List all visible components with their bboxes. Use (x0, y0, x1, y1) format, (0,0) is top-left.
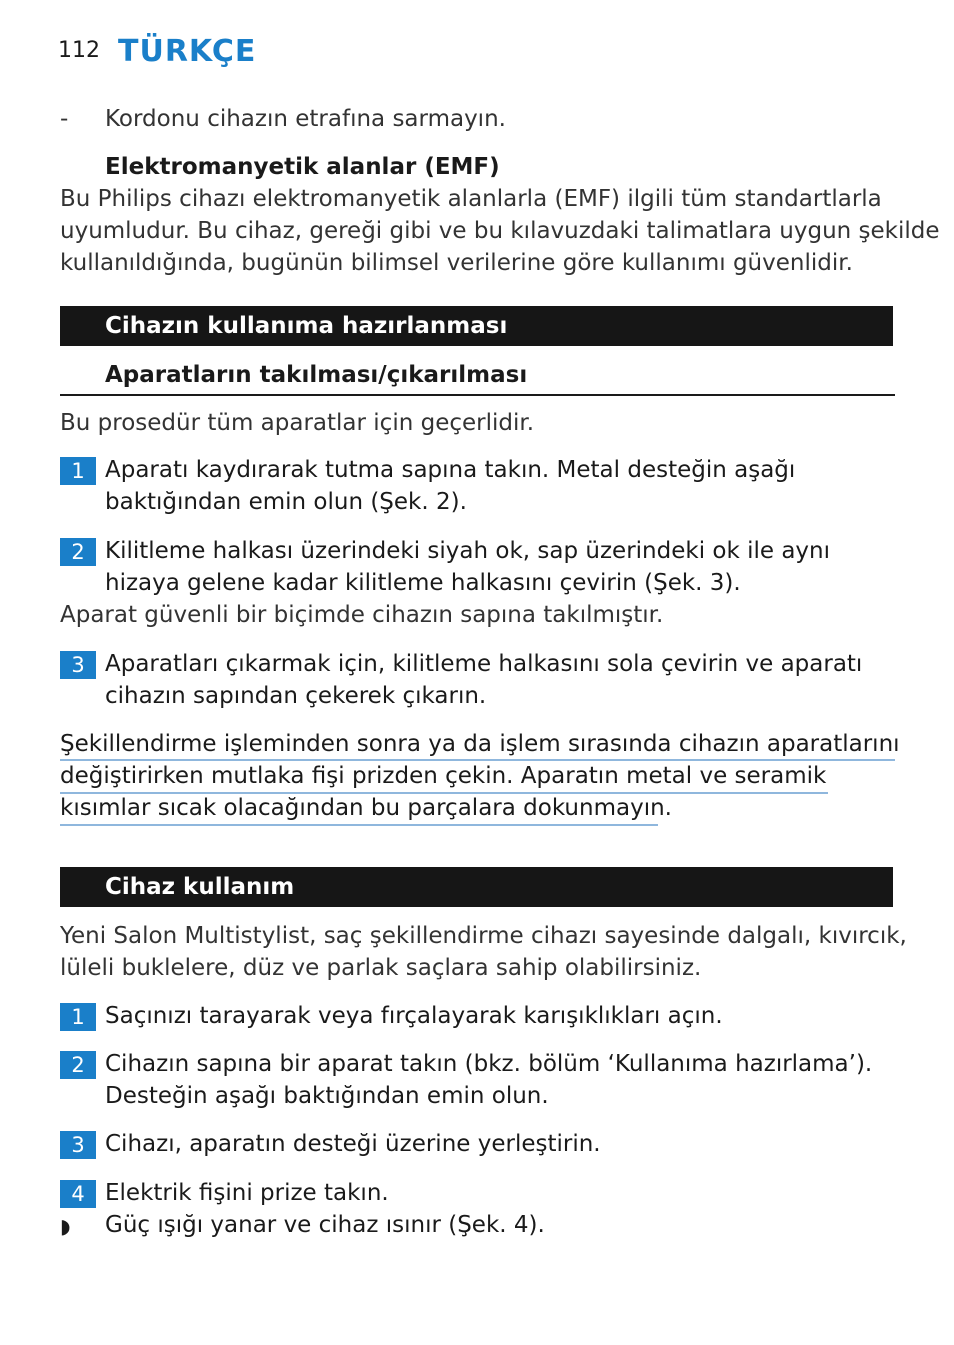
step-text: hizaya gelene kadar kilitleme halkasını çevirin (Şek. 3). (105, 570, 741, 596)
step-number-badge: 2 (60, 1051, 96, 1079)
subheading: Aparatların takılması/çıkarılması (105, 362, 528, 388)
step-result-text: Güç ışığı yanar ve cihaz ısınır (Şek. 4). (105, 1212, 545, 1238)
subheading-rule (60, 394, 895, 396)
step-text: Aparatı kaydırarak tutma sapına takın. Metal desteğin aşağı (105, 457, 796, 483)
step-number-badge: 4 (60, 1180, 96, 1208)
step-text: cihazın sapından çekerek çıkarın. (105, 683, 487, 709)
warning-line: Şekillendirme işleminden sonra ya da işlem sırasında cihazın aparatlarını (60, 731, 900, 757)
result-arrow-icon: ◗ (60, 1214, 71, 1238)
section-title-bar: Cihaz kullanım (60, 867, 893, 907)
step-text: Elektrik fişini prize takın. (105, 1180, 389, 1206)
step-text: baktığından emin olun (Şek. 2). (105, 489, 467, 515)
language-title: TÜRKÇE (118, 34, 257, 69)
procedure-intro: Bu prosedür tüm aparatlar için geçerlidir. (60, 410, 535, 436)
section-title-bar: Cihazın kullanıma hazırlanması (60, 306, 893, 346)
usage-intro-line: lüleli buklelere, düz ve parlak saçlara sahip olabilirsiniz. (60, 955, 702, 981)
warning-underline (60, 824, 658, 826)
step-number-badge: 1 (60, 457, 96, 485)
warning-line: kısımlar sıcak olacağından bu parçalara dokunmayın. (60, 795, 672, 821)
emf-paragraph-line: Bu Philips cihazı elektromanyetik alanlarla (EMF) ilgili tüm standartlarla (60, 186, 882, 212)
dash-marker: - (60, 106, 69, 132)
step-result-text: Aparat güvenli bir biçimde cihazın sapına takılmıştır. (60, 602, 664, 628)
step-number-badge: 3 (60, 651, 96, 679)
step-text: Saçınızı tarayarak veya fırçalayarak karışıklıkları açın. (105, 1003, 723, 1029)
dash-item-text: Kordonu cihazın etrafına sarmayın. (105, 106, 506, 132)
step-number-badge: 2 (60, 538, 96, 566)
page-number: 112 (58, 38, 100, 63)
emf-paragraph-line: uyumludur. Bu cihaz, gereği gibi ve bu kılavuzdaki talimatlara uygun şekilde (60, 218, 940, 244)
emf-paragraph-line: kullanıldığında, bugünün bilimsel verilerine göre kullanımı güvenlidir. (60, 250, 853, 276)
step-number-badge: 3 (60, 1131, 96, 1159)
step-text: Desteğin aşağı baktığından emin olun. (105, 1083, 549, 1109)
usage-intro-line: Yeni Salon Multistylist, saç şekillendirme cihazı sayesinde dalgalı, kıvırcık, (60, 923, 907, 949)
step-text: Cihazın sapına bir aparat takın (bkz. bölüm ‘Kullanıma hazırlama’). (105, 1051, 873, 1077)
step-text: Kilitleme halkası üzerindeki siyah ok, sap üzerindeki ok ile aynı (105, 538, 831, 564)
step-text: Cihazı, aparatın desteği üzerine yerleştirin. (105, 1131, 601, 1157)
step-number-badge: 1 (60, 1003, 96, 1031)
emf-heading: Elektromanyetik alanlar (EMF) (105, 154, 500, 180)
step-text: Aparatları çıkarmak için, kilitleme halkasını sola çevirin ve aparatı (105, 651, 863, 677)
warning-line: değiştirirken mutlaka fişi prizden çekin. Aparatın metal ve seramik (60, 763, 827, 789)
